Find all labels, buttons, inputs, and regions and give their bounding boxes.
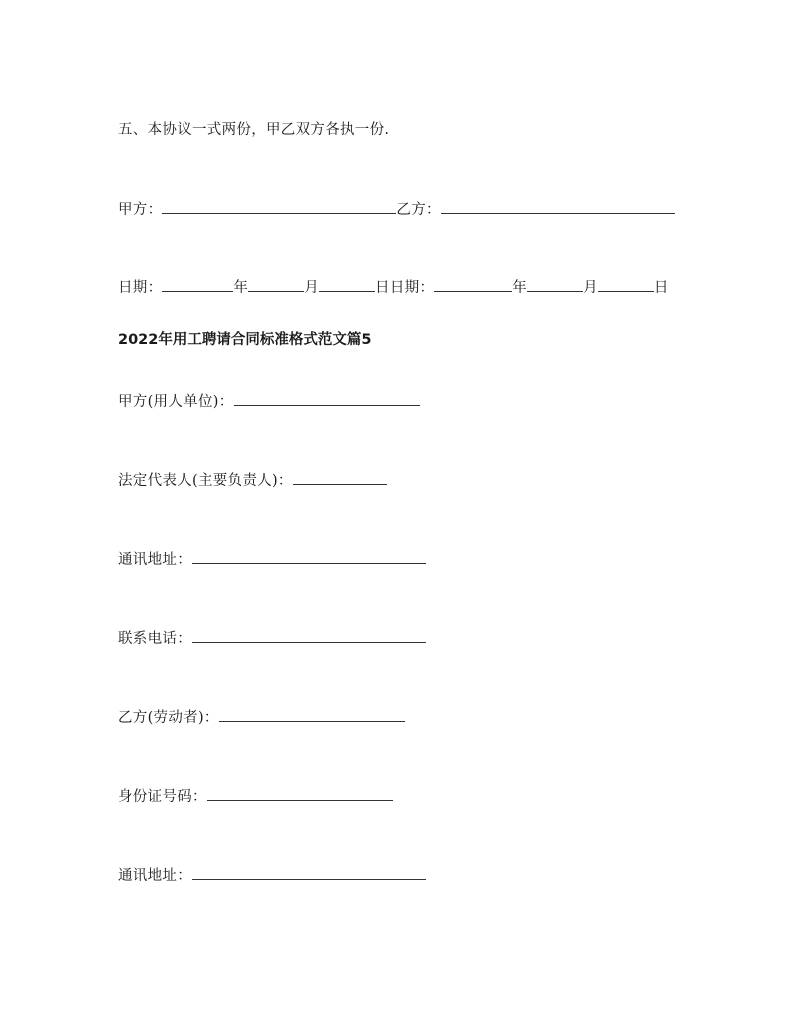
party-a-blank[interactable] (162, 199, 396, 214)
month-label-b: 月 (583, 280, 598, 296)
field-blank[interactable] (207, 786, 393, 801)
day-label-b: 日 (653, 280, 669, 296)
field-address-a (118, 549, 426, 569)
year-blank-a[interactable] (162, 277, 233, 292)
party-a-label: 甲方： (118, 202, 163, 218)
party-b-label: 乙方： (396, 202, 441, 218)
day-label-a: 日 (375, 280, 390, 296)
field-label: 通讯地址： (118, 552, 192, 568)
field-label: 联系电话： (118, 631, 192, 647)
field-label: 通讯地址： (118, 868, 192, 884)
year-blank-b[interactable] (434, 277, 512, 292)
field-employee (118, 707, 405, 727)
signature-row (118, 199, 675, 219)
date-label-b: 日期： (389, 280, 435, 296)
field-label: 甲方(用人单位)： (118, 394, 234, 410)
field-label: 身份证号码： (118, 789, 207, 805)
section-heading: 2022年用工聘请合同标准格式范文篇5 (118, 332, 372, 348)
field-address-b (118, 865, 426, 885)
year-label-b: 年 (512, 280, 528, 296)
date-label-a: 日期： (118, 280, 163, 296)
month-label-a: 月 (304, 280, 320, 296)
party-b-blank[interactable] (441, 199, 675, 214)
date-row (118, 277, 669, 297)
day-blank-b[interactable] (598, 277, 654, 292)
year-label-a: 年 (233, 280, 249, 296)
field-legal-rep (118, 470, 387, 490)
field-label: 法定代表人(主要负责人)： (118, 473, 293, 489)
field-label: 乙方(劳动者)： (118, 710, 219, 726)
field-employer (118, 391, 420, 411)
field-phone (118, 628, 426, 648)
field-blank[interactable] (293, 470, 387, 485)
field-blank[interactable] (192, 549, 426, 564)
clause-5: 五、本协议一式两份，甲乙双方各执一份. (118, 122, 390, 138)
field-id-number (118, 786, 393, 806)
field-blank[interactable] (234, 391, 420, 406)
field-blank[interactable] (219, 707, 405, 722)
month-blank-b[interactable] (527, 277, 583, 292)
month-blank-a[interactable] (248, 277, 304, 292)
field-blank[interactable] (192, 628, 426, 643)
field-blank[interactable] (192, 865, 426, 880)
day-blank-a[interactable] (319, 277, 375, 292)
